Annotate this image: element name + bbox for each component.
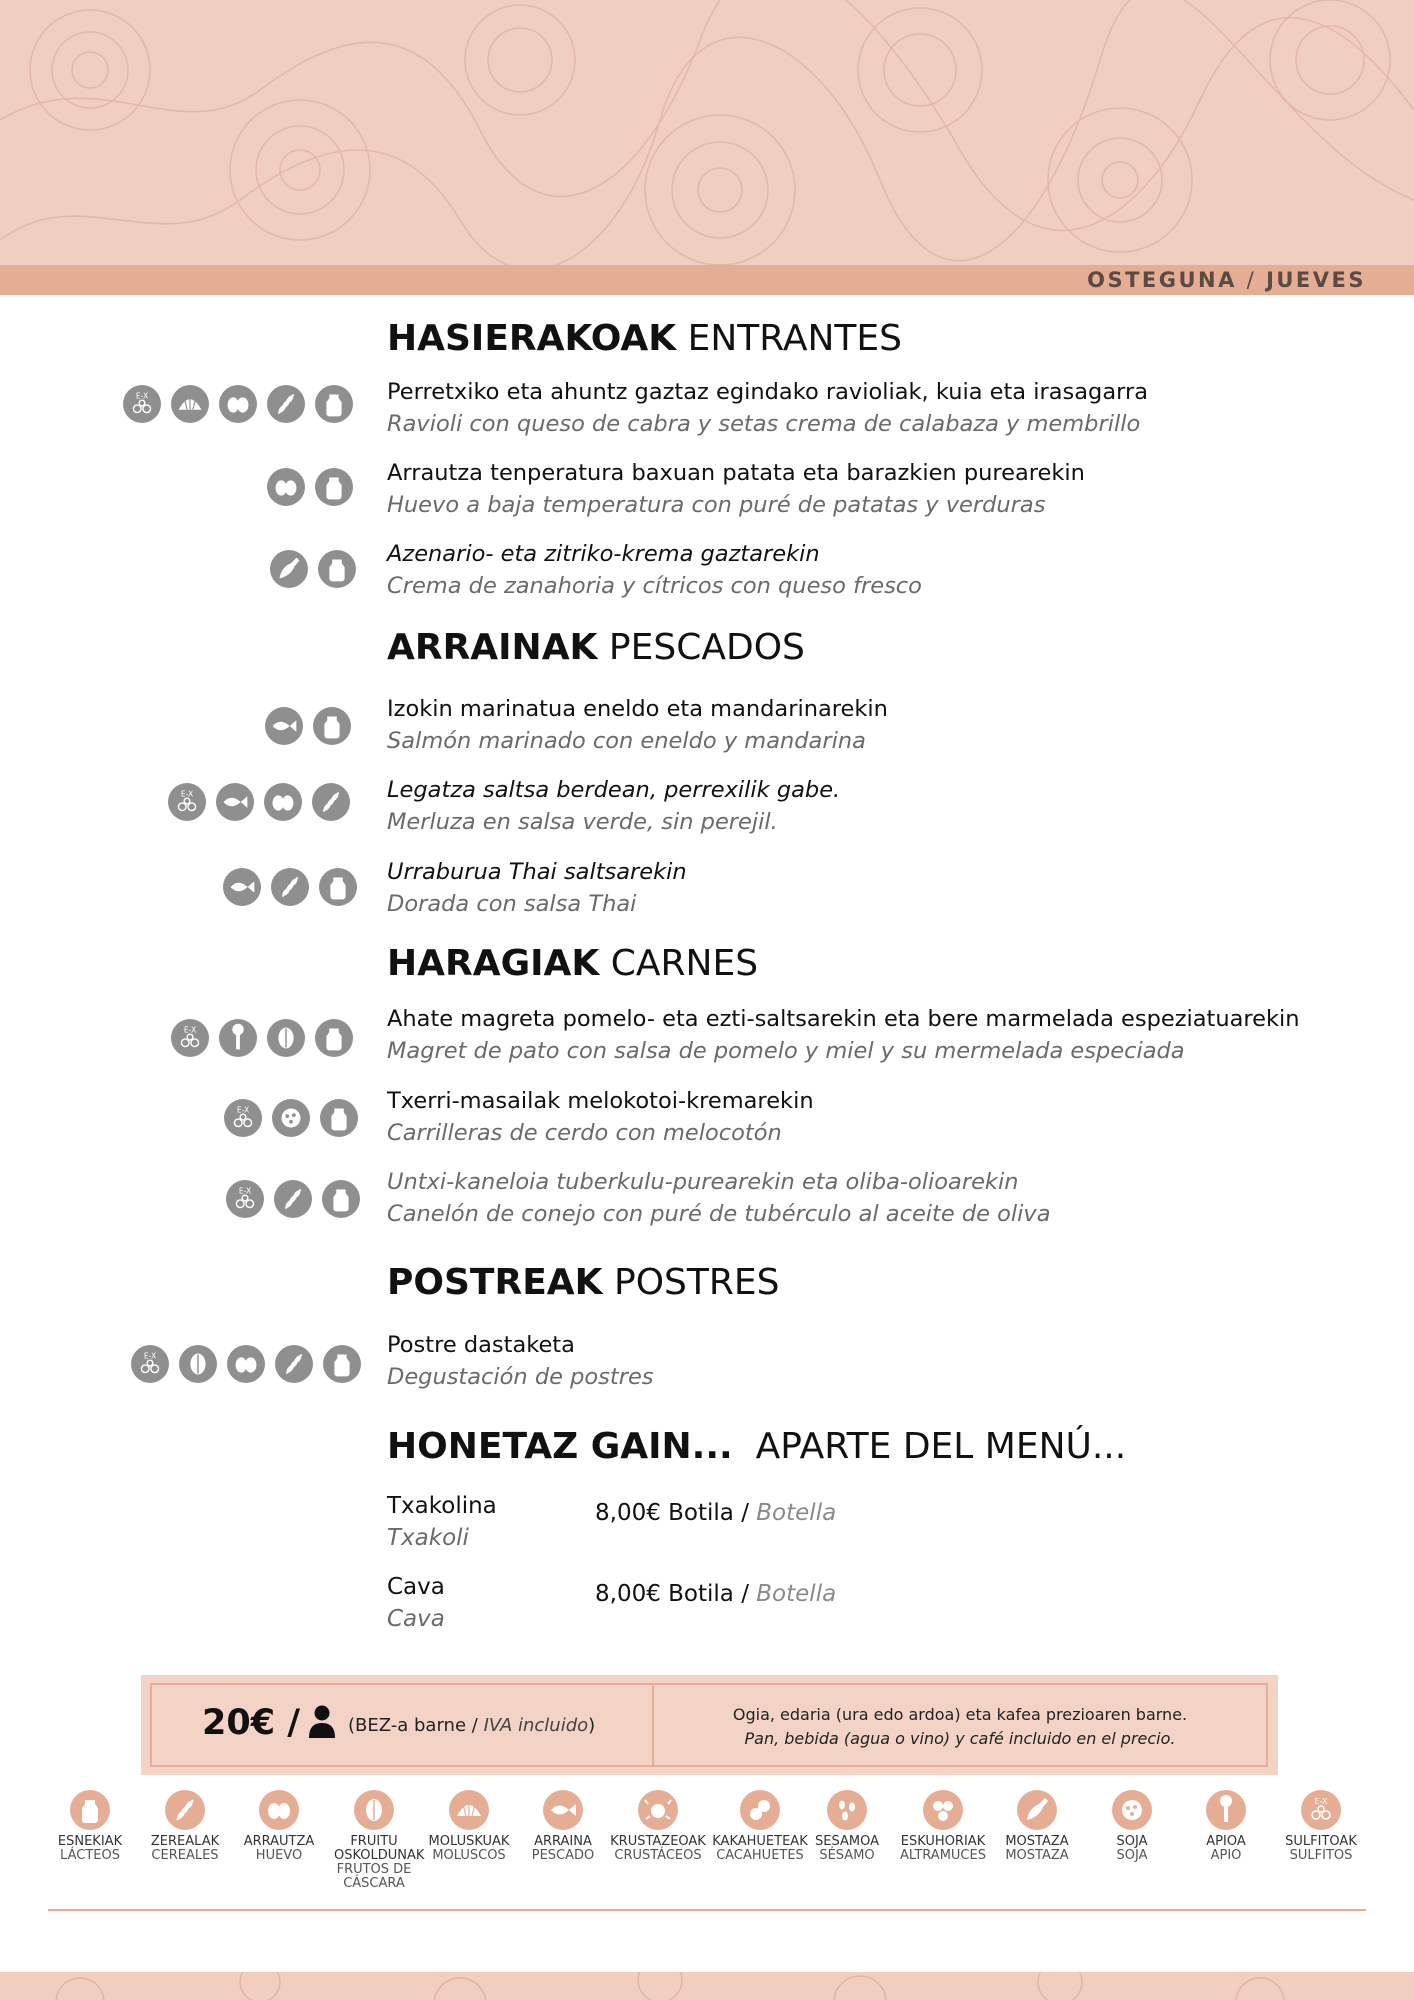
svg-text:E-X: E-X (1314, 1797, 1328, 1806)
section-title-eu: HASIERAKOAK (387, 318, 677, 359)
dish-item (387, 457, 1397, 521)
allergen-icons-d7 (171, 1019, 353, 1057)
fish-icon (216, 783, 254, 821)
legend-label-es: ALTRAMUCES (900, 1848, 986, 1863)
dish-name-eu: Postre dastaketa (387, 1332, 575, 1358)
allergen-icons-d8 (224, 1099, 358, 1137)
person-icon (308, 1705, 336, 1739)
dairy-icon (313, 707, 351, 745)
dish-name-es: Salmón marinado con eneldo y mandarina (387, 728, 866, 754)
sulfites-icon (168, 783, 206, 821)
sesame-icon (827, 1790, 867, 1830)
dish-name-eu: Txerri-masailak melokotoi-kremarekin (387, 1088, 814, 1114)
svg-text:E-X: E-X (143, 1351, 157, 1361)
day-label (1087, 268, 1366, 292)
footer-rule (48, 1909, 1366, 1911)
dish-name-eu: Izokin marinatua eneldo eta mandarinarekin (387, 696, 888, 722)
dish-name-eu: Untxi-kaneloia tuberkulu-purearekin eta oliba-olioarekin (387, 1169, 1019, 1195)
extra-name-es: Txakoli (387, 1525, 469, 1551)
celery-icon (1206, 1790, 1246, 1830)
egg-icon (227, 1345, 265, 1383)
legend-label-eu: MOLUSKUAK (428, 1834, 510, 1849)
floral-pattern (0, 0, 1414, 265)
day-es: JUEVES (1266, 268, 1366, 292)
allergen-icons-d10 (131, 1345, 361, 1383)
dish-item (387, 1329, 1397, 1393)
egg-icon (267, 468, 305, 506)
allergen-icons-d3 (270, 550, 356, 588)
floral-footer-banner (0, 1972, 1414, 2000)
allergen-icons-d4 (265, 707, 351, 745)
extra-price-eu: 8,00€ Botila / (595, 1500, 749, 1526)
peanut-icon (740, 1790, 780, 1830)
day-separator: / (1246, 268, 1257, 292)
extra-price (595, 1500, 836, 1526)
fish-icon (265, 707, 303, 745)
legend-label-es: CEREALES (151, 1848, 219, 1863)
dairy-icon (323, 1345, 361, 1383)
dish-item (387, 1003, 1397, 1067)
dish-item (387, 774, 1397, 838)
dish-name-es: Degustación de postres (387, 1364, 654, 1390)
extra-name-eu: Cava (387, 1574, 445, 1600)
legend-label-eu: ESKUHORIAK (900, 1834, 986, 1849)
cereal-icon (267, 385, 305, 423)
legend-label-eu: SOJA (1116, 1834, 1148, 1849)
section-title-postres (387, 1262, 780, 1303)
section-title-aparte (387, 1426, 1126, 1467)
dairy-icon (315, 468, 353, 506)
legend-label-eu: ESNEKIAK (57, 1834, 123, 1849)
legend-label-es: LÁCTEOS (60, 1848, 120, 1863)
dish-name-eu: Azenario- eta zitriko-krema gaztarekin (387, 541, 820, 567)
section-title-eu: POSTREAK (387, 1262, 603, 1303)
cereal-icon (275, 1345, 313, 1383)
floral-header-banner (0, 0, 1414, 265)
extra-price (595, 1581, 836, 1607)
svg-text:E-X: E-X (180, 789, 194, 799)
section-title-eu: ARRAINAK (387, 627, 598, 668)
fish-icon (223, 868, 261, 906)
included-note-eu: Ogia, edaria (ura edo ardoa) eta kafea prezioaren barne. (732, 1705, 1188, 1724)
menu-price: 20€ / (202, 1703, 301, 1743)
section-title-eu: HARAGIAK (387, 943, 600, 984)
dish-name-es: Ravioli con queso de cabra y setas crema de calabaza y membrillo (387, 411, 1141, 437)
egg-icon (264, 783, 302, 821)
mustard-icon (270, 550, 308, 588)
legend-item-sulfites (1261, 1790, 1381, 1863)
legend-label-es: MOSTAZA (1005, 1848, 1069, 1863)
dairy-icon (322, 1180, 360, 1218)
egg-icon (219, 385, 257, 423)
legend-label-eu: KRUSTAZEOAK (610, 1834, 706, 1849)
dish-name-eu: Ahate magreta pomelo- eta ezti-saltsarekin eta bere marmelada espeziatuarekin (387, 1006, 1300, 1032)
allergen-icons-d9 (226, 1180, 360, 1218)
legend-label-es: HUEVO (255, 1848, 303, 1863)
dish-name-eu: Perretxiko eta ahuntz gaztaz egindako ravioliak, kuia eta irasagarra (387, 379, 1149, 405)
dish-item (387, 1085, 1397, 1149)
day-eu: OSTEGUNA (1087, 268, 1237, 292)
extra-price-unit-es: Botella (756, 1581, 837, 1607)
allergen-icons-d1 (123, 385, 353, 423)
allergen-icons-d2 (267, 468, 353, 506)
allergen-icons-d6 (223, 868, 357, 906)
section-title-entrantes (387, 318, 902, 359)
dish-name-es: Huevo a baja temperatura con puré de patatas y verduras (387, 492, 1046, 518)
sulfites-icon (224, 1099, 262, 1137)
extra-price-unit-es: Botella (756, 1500, 837, 1526)
celery-icon (219, 1019, 257, 1057)
dish-name-es: Canelón de conejo con puré de tubérculo al aceite de oliva (387, 1201, 1051, 1227)
dish-item (387, 376, 1397, 440)
legend-label-eu: ARRAUTZA (243, 1834, 315, 1849)
dish-name-eu: Arrautza tenperatura baxuan patata eta barazkien purearekin (387, 460, 1085, 486)
sulfites-icon (123, 385, 161, 423)
extra-name-eu: Txakolina (387, 1493, 497, 1519)
legend-label-es: SULFITOS (1289, 1848, 1353, 1863)
legend-label-eu: FRUITU OSKOLDUNAK (334, 1834, 425, 1863)
legend-label-es: MOLUSCOS (432, 1848, 506, 1863)
legend-label-es: CACAHUETES (716, 1848, 804, 1863)
cereal-icon (165, 1790, 205, 1830)
legend-label-es: PESCADO (531, 1848, 595, 1863)
dish-name-eu: Legatza saltsa berdean, perrexilik gabe. (387, 777, 841, 803)
section-title-es: APARTE DEL MENÚ... (755, 1426, 1127, 1467)
section-title-carnes (387, 943, 758, 984)
vat-note (348, 1715, 595, 1736)
sulfites-icon (131, 1345, 169, 1383)
dish-item (387, 693, 1397, 757)
dish-name-eu: Urraburua Thai saltsarekin (387, 859, 687, 885)
soy-icon (1112, 1790, 1152, 1830)
dairy-icon (318, 550, 356, 588)
included-note (654, 1685, 1266, 1751)
dish-item (387, 856, 1397, 920)
legend-label-eu: SESAMOA (815, 1834, 879, 1849)
dish-name-es: Carrilleras de cerdo con melocotón (387, 1120, 782, 1146)
sulfites-icon (1301, 1790, 1341, 1830)
allergen-icons-d5 (168, 783, 350, 821)
legend-label-eu: KAKAHUETEAK (712, 1834, 808, 1849)
dish-name-es: Merluza en salsa verde, sin perejil. (387, 809, 778, 835)
lupin-icon (923, 1790, 963, 1830)
soy-icon (272, 1099, 310, 1137)
section-title-pescados (387, 627, 805, 668)
extra-item (387, 1571, 837, 1635)
section-title-es: POSTRES (614, 1262, 780, 1303)
egg-icon (259, 1790, 299, 1830)
cereal-icon (312, 783, 350, 821)
svg-text:E-X: E-X (236, 1105, 250, 1115)
mustard-icon (1017, 1790, 1057, 1830)
section-title-es: ENTRANTES (687, 318, 902, 359)
dairy-icon (315, 385, 353, 423)
cereal-icon (271, 868, 309, 906)
floral-pattern (0, 1972, 1414, 2000)
section-title-es: CARNES (610, 943, 759, 984)
price-box (150, 1683, 1268, 1767)
included-note-es: Pan, bebida (agua o vino) y café incluido en el precio. (744, 1729, 1176, 1748)
mollusc-icon (449, 1790, 489, 1830)
dish-name-es: Crema de zanahoria y cítricos con queso fresco (387, 573, 922, 599)
allergen-legend (0, 1790, 1414, 1900)
dairy-icon (315, 1019, 353, 1057)
vat-note-es: IVA incluido (483, 1715, 589, 1736)
cereal-icon (274, 1180, 312, 1218)
extra-price-eu: 8,00€ Botila / (595, 1581, 749, 1607)
sulfites-icon (171, 1019, 209, 1057)
legend-label-es: FRUTOS DE CÁSCARA (336, 1862, 412, 1891)
svg-text:E-X: E-X (135, 391, 149, 401)
extra-name-es: Cava (387, 1606, 445, 1632)
dish-item (387, 538, 1397, 602)
crustacean-icon (638, 1790, 678, 1830)
legend-label-eu: ZEREALAK (150, 1834, 220, 1849)
dairy-icon (319, 868, 357, 906)
legend-label-eu: MOSTAZA (1005, 1834, 1069, 1849)
nuts-icon (179, 1345, 217, 1383)
extra-item (387, 1490, 837, 1554)
section-title-es: PESCADOS (608, 627, 805, 668)
svg-text:E-X: E-X (238, 1186, 252, 1196)
dairy-icon (320, 1099, 358, 1137)
legend-label-es: APIO (1210, 1848, 1242, 1863)
day-bar (0, 265, 1414, 295)
mollusc-icon (171, 385, 209, 423)
dairy-icon (70, 1790, 110, 1830)
section-title-eu: HONETAZ GAIN... (387, 1426, 733, 1467)
svg-text:E-X: E-X (183, 1025, 197, 1035)
nuts-icon (354, 1790, 394, 1830)
dish-item (387, 1166, 1397, 1230)
dish-name-es: Magret de pato con salsa de pomelo y miel y su mermelada especiada (387, 1038, 1185, 1064)
vat-note-close: ) (588, 1715, 596, 1736)
legend-label-eu: ARRAINA (534, 1834, 592, 1849)
legend-label-es: SOJA (1116, 1848, 1148, 1863)
nuts-icon (267, 1019, 305, 1057)
vat-note-eu: (BEZ-a barne / (348, 1715, 478, 1736)
legend-label-eu: APIOA (1206, 1834, 1246, 1849)
dish-name-es: Dorada con salsa Thai (387, 891, 637, 917)
fish-icon (543, 1790, 583, 1830)
legend-label-eu: SULFITOAK (1285, 1834, 1357, 1849)
sulfites-icon (226, 1180, 264, 1218)
legend-label-es: SÉSAMO (819, 1848, 875, 1863)
legend-label-es: CRUSTÁCEOS (614, 1848, 702, 1863)
